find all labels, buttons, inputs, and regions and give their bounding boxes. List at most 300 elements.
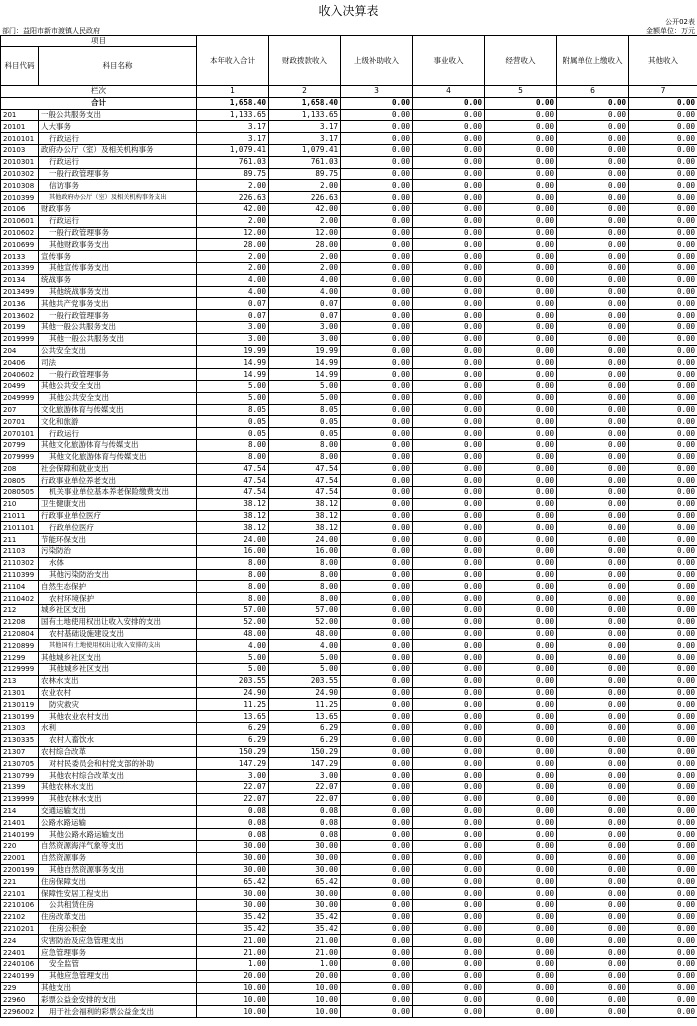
- name-cell: 宣传事务: [39, 251, 197, 263]
- value-cell: 0.00: [341, 864, 413, 876]
- total-cell: 38.12: [197, 510, 269, 522]
- value-cell: 0.00: [557, 982, 629, 994]
- code-cell: 20134: [1, 274, 39, 286]
- code-cell: 21104: [1, 581, 39, 593]
- value-cell: 0.00: [629, 251, 697, 263]
- code-cell: 2049999: [1, 392, 39, 404]
- value-cell: 0.00: [485, 793, 557, 805]
- value-cell: 0.00: [485, 133, 557, 145]
- value-cell: 0.00: [341, 380, 413, 392]
- value-cell: 0.00: [629, 416, 697, 428]
- value-cell: 0.00: [629, 392, 697, 404]
- total-cell: 0.00: [485, 97, 557, 109]
- value-cell: 0.00: [341, 121, 413, 133]
- total-cell: 6.29: [197, 734, 269, 746]
- table-row: [1, 664, 697, 676]
- value-cell: 0.00: [341, 510, 413, 522]
- value-cell: 0.00: [413, 227, 485, 239]
- fiscal-cell: 5.00: [269, 380, 341, 392]
- value-cell: 0.00: [413, 109, 485, 121]
- value-cell: 0.00: [485, 782, 557, 794]
- table-row: [1, 829, 697, 841]
- fiscal-cell: 47.54: [269, 487, 341, 499]
- value-cell: 0.00: [341, 876, 413, 888]
- table-row: [1, 640, 697, 652]
- table-row: [1, 923, 697, 935]
- total-cell: 3.00: [197, 770, 269, 782]
- code-cell: 2130119: [1, 699, 39, 711]
- value-cell: 0.00: [341, 817, 413, 829]
- value-cell: 0.00: [557, 958, 629, 970]
- index-row: [1, 86, 697, 98]
- total-cell: 4.00: [197, 274, 269, 286]
- value-cell: 0.00: [413, 593, 485, 605]
- name-cell: 交通运输支出: [39, 805, 197, 817]
- value-cell: 0.00: [413, 876, 485, 888]
- fiscal-cell: 10.00: [269, 982, 341, 994]
- value-cell: 0.00: [413, 203, 485, 215]
- value-cell: 0.00: [341, 192, 413, 204]
- table-row: [1, 782, 697, 794]
- name-cell: 其他污染防治支出: [39, 569, 197, 581]
- value-cell: 0.00: [557, 888, 629, 900]
- name-cell: 其他农村综合改革支出: [39, 770, 197, 782]
- total-cell: 8.00: [197, 557, 269, 569]
- value-cell: 0.00: [485, 935, 557, 947]
- value-cell: 0.00: [341, 310, 413, 322]
- value-cell: 0.00: [485, 605, 557, 617]
- total-cell: 30.00: [197, 888, 269, 900]
- code-cell: 21299: [1, 652, 39, 664]
- value-cell: 0.00: [629, 156, 697, 168]
- fiscal-cell: 0.08: [269, 829, 341, 841]
- table-row: [1, 286, 697, 298]
- value-cell: 0.00: [485, 711, 557, 723]
- value-cell: 0.00: [557, 899, 629, 911]
- code-cell: 2013499: [1, 286, 39, 298]
- value-cell: 0.00: [341, 498, 413, 510]
- fiscal-cell: 1,079.41: [269, 144, 341, 156]
- value-cell: 0.00: [485, 475, 557, 487]
- value-cell: 0.00: [341, 392, 413, 404]
- code-cell: 2070101: [1, 428, 39, 440]
- total-cell: 0.00: [557, 97, 629, 109]
- table-row: [1, 380, 697, 392]
- name-cell: 其他公路水路运输支出: [39, 829, 197, 841]
- value-cell: 0.00: [341, 534, 413, 546]
- code-cell: 2110402: [1, 593, 39, 605]
- name-cell: 污染防治: [39, 546, 197, 558]
- total-cell: 5.00: [197, 392, 269, 404]
- value-cell: 0.00: [629, 380, 697, 392]
- table-row: [1, 687, 697, 699]
- table-row: [1, 498, 697, 510]
- name-cell: 对村民委员会和村党支部的补助: [39, 758, 197, 770]
- total-cell: 47.54: [197, 475, 269, 487]
- table-row: [1, 534, 697, 546]
- code-cell: 2240106: [1, 958, 39, 970]
- value-cell: 0.00: [413, 958, 485, 970]
- name-cell: 其他财政事务支出: [39, 239, 197, 251]
- table-row: [1, 333, 697, 345]
- fiscal-cell: 8.00: [269, 581, 341, 593]
- value-cell: 0.00: [413, 734, 485, 746]
- value-cell: 0.00: [341, 935, 413, 947]
- value-cell: 0.00: [557, 404, 629, 416]
- value-cell: 0.00: [557, 451, 629, 463]
- value-cell: 0.00: [341, 793, 413, 805]
- value-cell: 0.00: [485, 829, 557, 841]
- name-cell: 行政运行: [39, 428, 197, 440]
- fiscal-cell: 8.00: [269, 557, 341, 569]
- code-cell: 2139999: [1, 793, 39, 805]
- name-header: 科目名称: [39, 47, 197, 86]
- value-cell: 0.00: [413, 652, 485, 664]
- value-cell: 0.00: [557, 947, 629, 959]
- value-cell: 0.00: [629, 841, 697, 853]
- fiscal-cell: 65.42: [269, 876, 341, 888]
- name-cell: 行政运行: [39, 133, 197, 145]
- value-cell: 0.00: [485, 144, 557, 156]
- table-row: [1, 510, 697, 522]
- fiscal-cell: 12.00: [269, 227, 341, 239]
- value-cell: 0.00: [341, 652, 413, 664]
- total-cell: 24.90: [197, 687, 269, 699]
- value-cell: 0.00: [557, 262, 629, 274]
- fiscal-cell: 22.07: [269, 782, 341, 794]
- value-cell: 0.00: [485, 357, 557, 369]
- code-cell: 20101: [1, 121, 39, 133]
- total-cell: 6.29: [197, 723, 269, 735]
- index-cell: 2: [269, 86, 341, 98]
- value-cell: 0.00: [341, 251, 413, 263]
- value-cell: 0.00: [485, 664, 557, 676]
- fiscal-cell: 24.90: [269, 687, 341, 699]
- name-cell: 信访事务: [39, 180, 197, 192]
- value-cell: 0.00: [341, 770, 413, 782]
- value-cell: 0.00: [557, 734, 629, 746]
- value-cell: 0.00: [413, 935, 485, 947]
- table-row: [1, 133, 697, 145]
- value-cell: 0.00: [629, 487, 697, 499]
- value-cell: 0.00: [341, 274, 413, 286]
- value-cell: 0.00: [629, 192, 697, 204]
- value-cell: 0.00: [485, 994, 557, 1006]
- total-cell: 8.00: [197, 451, 269, 463]
- total-cell: 14.99: [197, 369, 269, 381]
- name-cell: 节能环保支出: [39, 534, 197, 546]
- table-row: [1, 958, 697, 970]
- code-cell: 21303: [1, 723, 39, 735]
- name-cell: 灾害防治及应急管理支出: [39, 935, 197, 947]
- name-cell: 其他城乡社区支出: [39, 652, 197, 664]
- value-cell: 0.00: [413, 687, 485, 699]
- value-cell: 0.00: [557, 581, 629, 593]
- fiscal-cell: 3.17: [269, 121, 341, 133]
- value-cell: 0.00: [629, 475, 697, 487]
- value-cell: 0.00: [413, 416, 485, 428]
- name-cell: 司法: [39, 357, 197, 369]
- value-cell: 0.00: [485, 404, 557, 416]
- value-cell: 0.00: [341, 994, 413, 1006]
- name-cell: 一般公共服务支出: [39, 109, 197, 121]
- value-cell: 0.00: [485, 841, 557, 853]
- total-cell: 65.42: [197, 876, 269, 888]
- fiscal-cell: 0.08: [269, 817, 341, 829]
- value-cell: 0.00: [485, 923, 557, 935]
- total-cell: 48.00: [197, 628, 269, 640]
- fiscal-cell: 52.00: [269, 616, 341, 628]
- value-cell: 0.00: [413, 746, 485, 758]
- code-cell: 21301: [1, 687, 39, 699]
- value-cell: 0.00: [341, 463, 413, 475]
- value-cell: 0.00: [557, 286, 629, 298]
- value-cell: 0.00: [413, 640, 485, 652]
- code-cell: 20799: [1, 439, 39, 451]
- total-cell: 0.08: [197, 817, 269, 829]
- index-cell: 1: [197, 86, 269, 98]
- fiscal-cell: 0.07: [269, 298, 341, 310]
- value-cell: 0.00: [629, 640, 697, 652]
- value-cell: 0.00: [557, 463, 629, 475]
- value-cell: 0.00: [341, 239, 413, 251]
- value-cell: 0.00: [485, 439, 557, 451]
- code-cell: 21103: [1, 546, 39, 558]
- value-cell: 0.00: [413, 817, 485, 829]
- value-cell: 0.00: [557, 357, 629, 369]
- value-cell: 0.00: [341, 852, 413, 864]
- value-cell: 0.00: [557, 817, 629, 829]
- code-cell: 2129999: [1, 664, 39, 676]
- value-cell: 0.00: [413, 262, 485, 274]
- value-cell: 0.00: [629, 852, 697, 864]
- fiscal-cell: 5.00: [269, 652, 341, 664]
- value-cell: 0.00: [485, 805, 557, 817]
- table-row: [1, 899, 697, 911]
- value-cell: 0.00: [629, 227, 697, 239]
- table-row: [1, 168, 697, 180]
- value-cell: 0.00: [413, 805, 485, 817]
- value-cell: 0.00: [629, 958, 697, 970]
- total-cell: 0.07: [197, 298, 269, 310]
- code-cell: 2010699: [1, 239, 39, 251]
- total-cell: 13.65: [197, 711, 269, 723]
- fiscal-cell: 42.00: [269, 203, 341, 215]
- value-cell: 0.00: [557, 876, 629, 888]
- code-cell: 212: [1, 605, 39, 617]
- value-cell: 0.00: [557, 510, 629, 522]
- value-cell: 0.00: [629, 239, 697, 251]
- value-cell: 0.00: [413, 121, 485, 133]
- table-row: [1, 321, 697, 333]
- value-cell: 0.00: [557, 133, 629, 145]
- table-row: [1, 109, 697, 121]
- total-cell: 3.17: [197, 133, 269, 145]
- code-cell: 214: [1, 805, 39, 817]
- value-cell: 0.00: [629, 321, 697, 333]
- fiscal-cell: 5.00: [269, 664, 341, 676]
- table-row: [1, 1006, 697, 1018]
- value-cell: 0.00: [485, 286, 557, 298]
- value-cell: 0.00: [629, 699, 697, 711]
- value-cell: 0.00: [629, 687, 697, 699]
- total-cell: 30.00: [197, 899, 269, 911]
- value-cell: 0.00: [557, 923, 629, 935]
- value-cell: 0.00: [485, 498, 557, 510]
- code-cell: 204: [1, 345, 39, 357]
- table-row: [1, 723, 697, 735]
- name-cell: 统战事务: [39, 274, 197, 286]
- name-cell: 自然生态保护: [39, 581, 197, 593]
- value-cell: 0.00: [341, 262, 413, 274]
- value-cell: 0.00: [413, 286, 485, 298]
- name-cell: 农林水支出: [39, 675, 197, 687]
- name-cell: 行政事业单位医疗: [39, 510, 197, 522]
- name-cell: 公路水路运输: [39, 817, 197, 829]
- fiscal-cell: 38.12: [269, 510, 341, 522]
- code-cell: 20499: [1, 380, 39, 392]
- name-cell: 自然资源海洋气象等支出: [39, 841, 197, 853]
- value-cell: 0.00: [485, 451, 557, 463]
- value-cell: 0.00: [341, 664, 413, 676]
- value-cell: 0.00: [629, 664, 697, 676]
- total-cell: 8.05: [197, 404, 269, 416]
- name-cell: 安全监管: [39, 958, 197, 970]
- fiscal-cell: 3.17: [269, 133, 341, 145]
- value-cell: 0.00: [557, 428, 629, 440]
- value-cell: 0.00: [341, 133, 413, 145]
- value-cell: 0.00: [557, 805, 629, 817]
- value-cell: 0.00: [485, 899, 557, 911]
- value-cell: 0.00: [413, 569, 485, 581]
- value-cell: 0.00: [341, 144, 413, 156]
- fiscal-cell: 47.54: [269, 475, 341, 487]
- total-cell: 20.00: [197, 970, 269, 982]
- fiscal-cell: 16.00: [269, 546, 341, 558]
- total-cell: 147.29: [197, 758, 269, 770]
- value-cell: 0.00: [629, 817, 697, 829]
- fiscal-cell: 48.00: [269, 628, 341, 640]
- code-cell: 20199: [1, 321, 39, 333]
- value-cell: 0.00: [341, 487, 413, 499]
- value-cell: 0.00: [341, 758, 413, 770]
- value-cell: 0.00: [485, 369, 557, 381]
- name-cell: 防灾救灾: [39, 699, 197, 711]
- value-cell: 0.00: [485, 652, 557, 664]
- value-cell: 0.00: [413, 793, 485, 805]
- name-cell: 用于社会福利的彩票公益金支出: [39, 1006, 197, 1018]
- fiscal-cell: 21.00: [269, 935, 341, 947]
- fiscal-cell: 150.29: [269, 746, 341, 758]
- value-cell: 0.00: [557, 239, 629, 251]
- table-row: [1, 758, 697, 770]
- total-cell: 30.00: [197, 841, 269, 853]
- total-cell: 11.25: [197, 699, 269, 711]
- total-cell: 0.05: [197, 428, 269, 440]
- table-row: [1, 569, 697, 581]
- name-cell: 文化旅游体育与传媒支出: [39, 404, 197, 416]
- value-cell: 0.00: [485, 616, 557, 628]
- fiscal-cell: 24.00: [269, 534, 341, 546]
- value-cell: 0.00: [413, 899, 485, 911]
- value-cell: 0.00: [629, 1006, 697, 1018]
- value-cell: 0.00: [557, 605, 629, 617]
- value-cell: 0.00: [557, 723, 629, 735]
- value-cell: 0.00: [341, 841, 413, 853]
- total-cell: 28.00: [197, 239, 269, 251]
- code-cell: 22102: [1, 911, 39, 923]
- fiscal-cell: 11.25: [269, 699, 341, 711]
- value-cell: 0.00: [485, 746, 557, 758]
- table-row: [1, 652, 697, 664]
- fiscal-cell: 21.00: [269, 947, 341, 959]
- code-cell: 2010101: [1, 133, 39, 145]
- code-cell: 2019999: [1, 333, 39, 345]
- value-cell: 0.00: [485, 487, 557, 499]
- name-cell: 农村人畜饮水: [39, 734, 197, 746]
- value-cell: 0.00: [629, 298, 697, 310]
- value-cell: 0.00: [485, 227, 557, 239]
- fiscal-cell: 57.00: [269, 605, 341, 617]
- total-cell: 5.00: [197, 652, 269, 664]
- table-row: [1, 805, 697, 817]
- value-cell: 0.00: [413, 333, 485, 345]
- value-cell: 0.00: [557, 392, 629, 404]
- value-cell: 0.00: [557, 156, 629, 168]
- total-cell: 5.00: [197, 664, 269, 676]
- value-cell: 0.00: [557, 321, 629, 333]
- value-cell: 0.00: [485, 569, 557, 581]
- value-cell: 0.00: [557, 664, 629, 676]
- value-cell: 0.00: [629, 616, 697, 628]
- name-cell: 行政单位医疗: [39, 522, 197, 534]
- code-cell: 2101101: [1, 522, 39, 534]
- total-cell: 1,079.41: [197, 144, 269, 156]
- total-cell: 10.00: [197, 1006, 269, 1018]
- code-cell: 21399: [1, 782, 39, 794]
- value-cell: 0.00: [485, 982, 557, 994]
- fiscal-cell: 0.05: [269, 416, 341, 428]
- name-cell: 行政运行: [39, 215, 197, 227]
- value-cell: 0.00: [557, 274, 629, 286]
- fiscal-cell: 20.00: [269, 970, 341, 982]
- value-cell: 0.00: [629, 970, 697, 982]
- value-cell: 0.00: [557, 911, 629, 923]
- table-row: [1, 935, 697, 947]
- value-cell: 0.00: [341, 923, 413, 935]
- code-cell: 2013602: [1, 310, 39, 322]
- value-cell: 0.00: [485, 958, 557, 970]
- value-cell: 0.00: [557, 687, 629, 699]
- value-cell: 0.00: [413, 321, 485, 333]
- fiscal-cell: 2.00: [269, 180, 341, 192]
- value-cell: 0.00: [485, 593, 557, 605]
- value-cell: 0.00: [557, 699, 629, 711]
- code-cell: 2130199: [1, 711, 39, 723]
- value-cell: 0.00: [413, 310, 485, 322]
- value-cell: 0.00: [629, 498, 697, 510]
- value-cell: 0.00: [413, 758, 485, 770]
- value-cell: 0.00: [341, 581, 413, 593]
- value-cell: 0.00: [629, 805, 697, 817]
- value-cell: 0.00: [557, 369, 629, 381]
- fiscal-cell: 8.00: [269, 439, 341, 451]
- code-cell: 2210201: [1, 923, 39, 935]
- code-header: 科目代码: [1, 47, 39, 86]
- code-cell: 20133: [1, 251, 39, 263]
- value-cell: 0.00: [629, 333, 697, 345]
- value-cell: 0.00: [557, 203, 629, 215]
